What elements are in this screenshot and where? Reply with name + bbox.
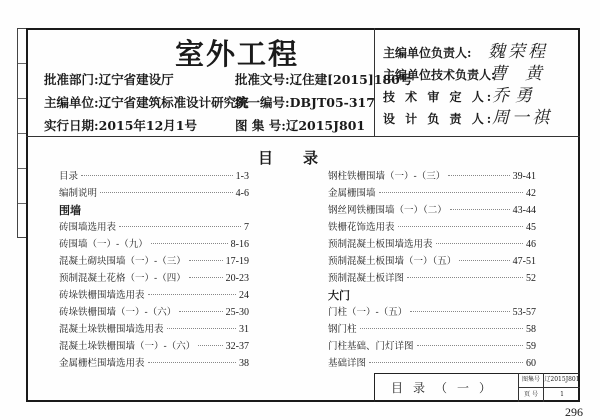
toc-item[interactable]: 金属栅栏围墙选用表 38 xyxy=(59,358,249,369)
toc-item[interactable]: 混凝土垛铁栅围墙（一）-（六） 32-37 xyxy=(59,341,249,352)
effective-date: 实行日期:2015年12月1号 xyxy=(44,118,198,133)
binding-cell xyxy=(18,64,26,99)
toc-left-column xyxy=(59,168,249,372)
toc-item[interactable]: 钢柱铁栅围墙（一）-（三） 39-41 xyxy=(328,171,536,182)
toc-item[interactable]: 预制混凝土板围墙选用表 46 xyxy=(328,239,536,250)
book-page-number: 296 xyxy=(565,405,583,419)
unified-number: 统一编号:DBJT05-317 xyxy=(235,95,375,110)
toc-item[interactable]: 预制混凝土板围墙（一）（五） 47-51 xyxy=(328,256,536,267)
binding-cell xyxy=(18,169,26,204)
toc-item[interactable]: 铁栅花饰选用表 45 xyxy=(328,222,536,233)
title-block-grid xyxy=(518,373,580,402)
approval-document-number: 批准文号:辽住建[2015]180号 xyxy=(235,72,413,87)
toc-item[interactable]: 砖垛铁栅围墙选用表 24 xyxy=(59,290,249,301)
page-value: 1 xyxy=(560,391,564,398)
approval-department: 批准部门:辽宁省建设厅 xyxy=(44,72,174,87)
signature: 魏荣程 xyxy=(488,42,548,62)
toc-right-column xyxy=(328,168,536,372)
atlas-no-label: 图集号 xyxy=(519,373,544,387)
signature: 曹黄 xyxy=(490,64,560,84)
chief-editor-unit: 主编单位:辽宁省建筑标准设计研究院 xyxy=(44,95,249,110)
binding-cell xyxy=(18,29,26,64)
toc-section-heading: 围墙 xyxy=(59,204,81,217)
toc-item[interactable]: 预制混凝土花格（一）-（四） 20-23 xyxy=(59,273,249,284)
toc-item[interactable]: 钢丝网铁栅围墙（一）（二） 43-44 xyxy=(328,205,536,216)
signature: 周一祺 xyxy=(492,108,552,128)
chief-unit-responsible: 主编单位负责人: xyxy=(383,46,472,60)
signature: 乔勇 xyxy=(492,86,538,106)
toc-item[interactable]: 钢门柱 58 xyxy=(328,324,536,335)
toc-item[interactable]: 门柱基础、门灯详图 59 xyxy=(328,341,536,352)
binding-cell xyxy=(18,99,26,134)
header-divider xyxy=(26,136,580,137)
technical-reviewer: 技 术 审 定 人: xyxy=(383,90,495,104)
toc-item[interactable]: 混凝土垛铁栅围墙选用表 31 xyxy=(59,324,249,335)
toc-item[interactable]: 砖垛铁栅围墙（一）-（六） 25-30 xyxy=(59,307,249,318)
toc-item[interactable]: 门柱（一）-（五） 53-57 xyxy=(328,307,536,318)
toc-item[interactable]: 目录 1-3 xyxy=(59,171,249,182)
binding-cell xyxy=(18,134,26,169)
atlas-no-value: 辽2015J801 xyxy=(544,376,580,383)
toc-heading: 目录 xyxy=(258,149,349,167)
page-label: 页 号 xyxy=(519,388,544,402)
toc-item[interactable]: 基础详图 60 xyxy=(328,358,536,369)
toc-section-heading: 大门 xyxy=(328,289,350,302)
sheet-name: 目录（一） xyxy=(390,381,501,395)
toc-item[interactable]: 混凝土砌块围墙（一）-（三） 17-19 xyxy=(59,256,249,267)
binding-cell xyxy=(18,204,26,239)
toc-item[interactable]: 编制说明 4-6 xyxy=(59,188,249,199)
toc-item[interactable]: 预制混凝土板详图 52 xyxy=(328,273,536,284)
atlas-title: 室外工程 xyxy=(175,37,300,71)
toc-item[interactable]: 砖围墙（一）-（九） 8-16 xyxy=(59,239,249,250)
atlas-number: 图 集 号:辽2015J801 xyxy=(235,118,366,133)
binding-margin xyxy=(17,28,26,238)
toc-item[interactable]: 砖围墙选用表 7 xyxy=(59,222,249,233)
chief-unit-tech-responsible: 主编单位技术负责人: xyxy=(383,68,496,82)
toc-item[interactable]: 金属栅围墙 42 xyxy=(328,188,536,199)
design-responsible: 设 计 负 责 人: xyxy=(383,112,495,126)
